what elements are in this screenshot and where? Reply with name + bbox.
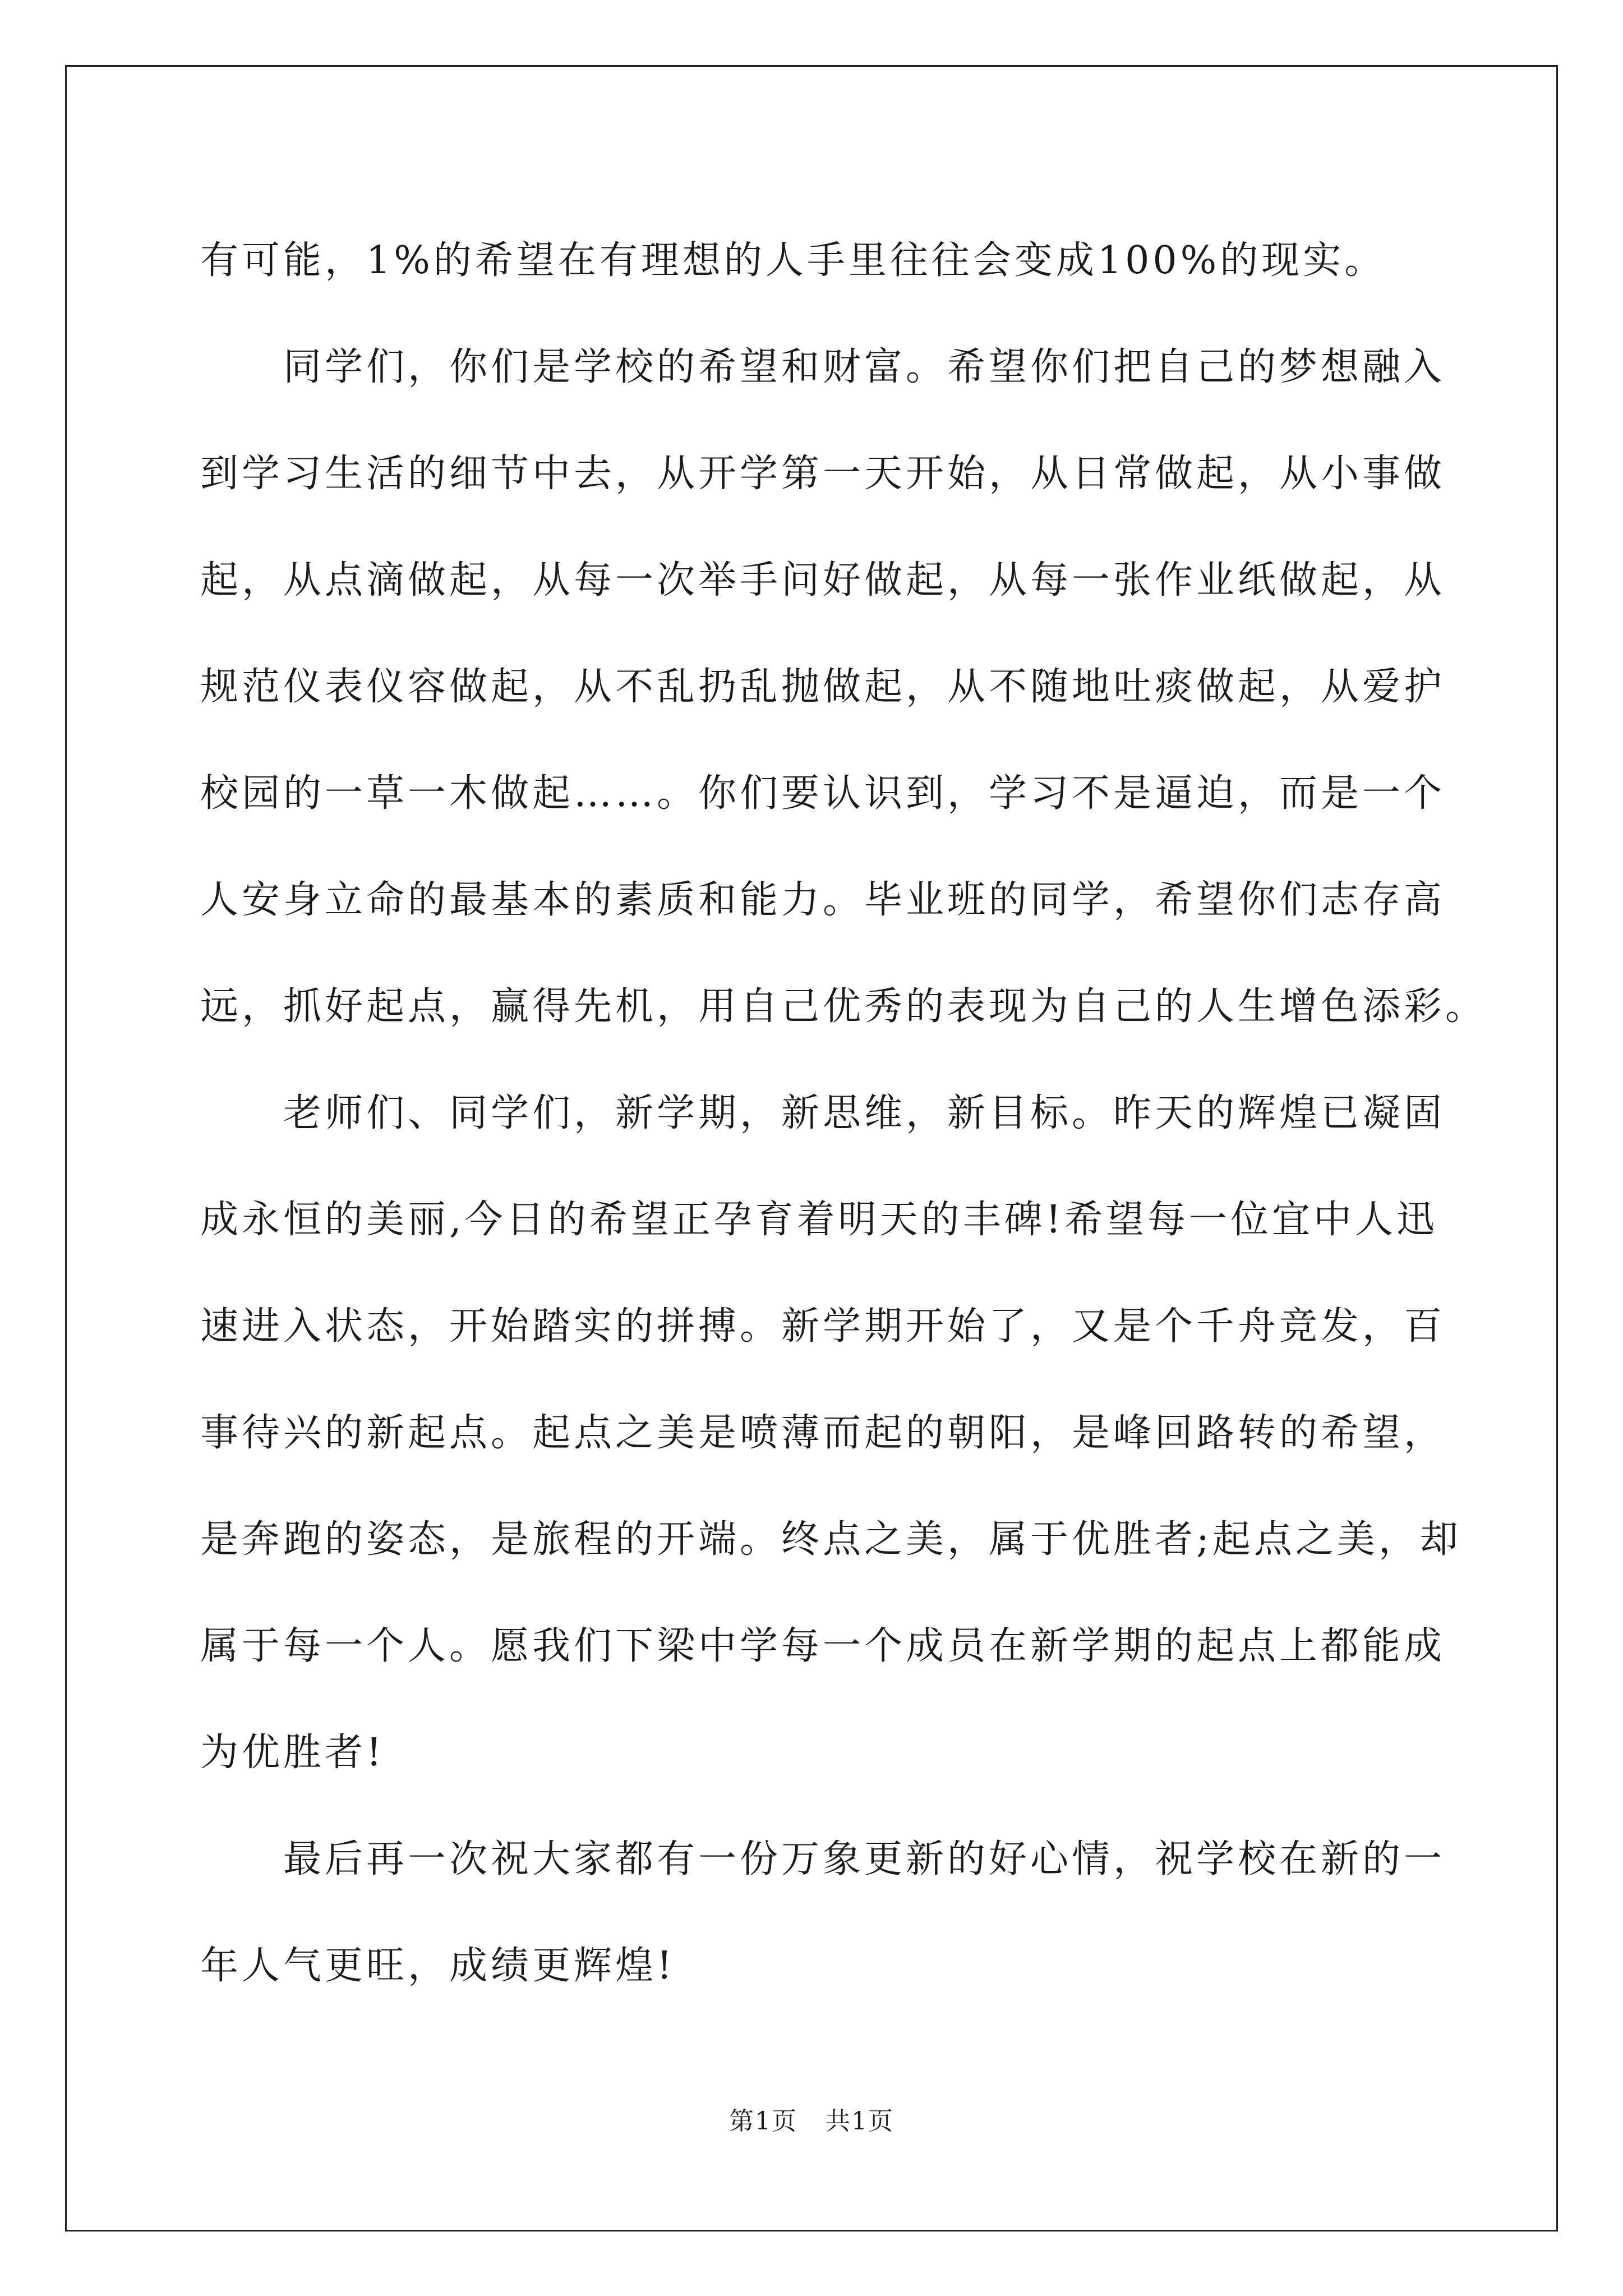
text-line: 成永恒的美丽,今日的希望正孕育着明天的丰碑!希望每一位宜中人迅 xyxy=(200,1198,1438,1242)
text-line: 是奔跑的姿态，是旅程的开端。终点之美，属于优胜者;起点之美，却 xyxy=(200,1517,1461,1562)
text-line: 同学们，你们是学校的希望和财富。希望你们把自己的梦想融入 xyxy=(283,345,1446,389)
text-line: 老师们、同学们，新学期，新思维，新目标。昨天的辉煌已凝固 xyxy=(283,1091,1446,1135)
text-line: 人安身立命的最基本的素质和能力。毕业班的同学，希望你们志存高 xyxy=(200,878,1446,922)
text-line: 有可能，1%的希望在有理想的人手里往往会变成100%的现实。 xyxy=(200,238,1386,283)
text-line: 到学习生活的细节中去，从开学第一天开始，从日常做起，从小事做 xyxy=(200,452,1446,496)
text-line: 最后再一次祝大家都有一份万象更新的好心情，祝学校在新的一 xyxy=(283,1837,1446,1881)
page-footer xyxy=(0,2101,1623,2137)
text-line: 年人气更旺，成绩更辉煌! xyxy=(200,1944,676,1988)
page-number: 第1页 xyxy=(729,2107,797,2136)
document-body xyxy=(200,208,1487,2019)
text-line: 属于每一个人。愿我们下梁中学每一个成员在新学期的起点上都能成 xyxy=(200,1624,1446,1668)
page-total: 共1页 xyxy=(826,2107,894,2136)
text-line: 远，抓好起点，赢得先机，用自己优秀的表现为自己的人生增色添彩。 xyxy=(200,984,1487,1029)
text-line: 规范仪表仪容做起，从不乱扔乱抛做起，从不随地吐痰做起，从爱护 xyxy=(200,665,1446,709)
text-line: 起，从点滴做起，从每一次举手问好做起，从每一张作业纸做起，从 xyxy=(200,558,1446,602)
text-line: 校园的一草一木做起……。你们要认识到，学习不是逼迫，而是一个 xyxy=(200,771,1446,816)
text-line: 为优胜者! xyxy=(200,1731,385,1775)
text-line: 速进入状态，开始踏实的拼搏。新学期开始了，又是个千舟竞发，百 xyxy=(200,1304,1446,1349)
text-line: 事待兴的新起点。起点之美是喷薄而起的朝阳，是峰回路转的希望， xyxy=(200,1411,1446,1455)
